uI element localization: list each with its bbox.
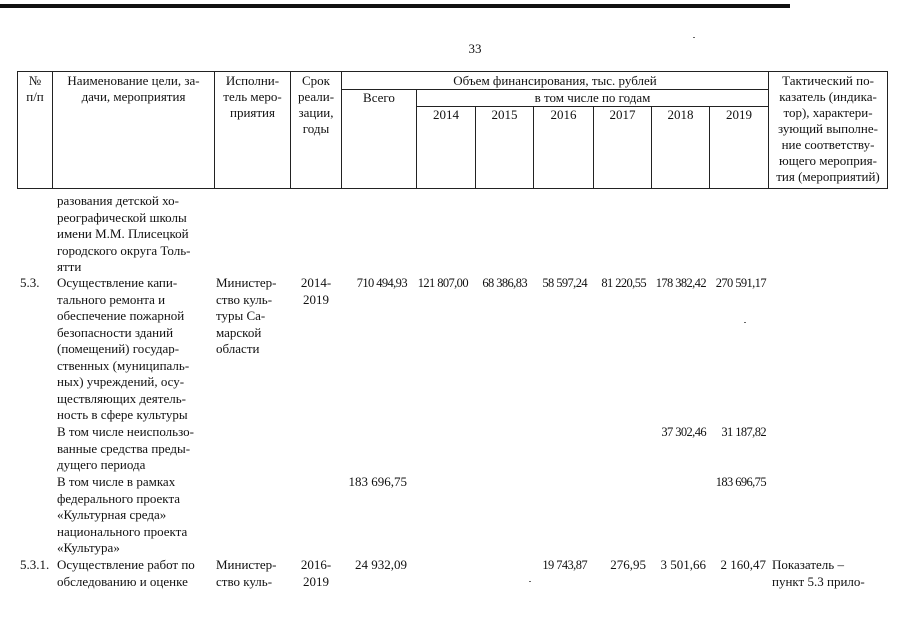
row-5-3-2016: 58 597,24 xyxy=(542,276,587,290)
header-year-2017: 2017 xyxy=(609,107,636,122)
row-unused-funds-name: В том числе неиспользо- ванные средства преды- дущего периода xyxy=(57,424,194,472)
row-5-3-1-executor: Министер- ство куль- xyxy=(216,557,277,589)
scan-speck xyxy=(744,322,746,323)
row-5-3-total: 710 494,93 xyxy=(356,276,407,290)
scan-speck xyxy=(529,581,531,582)
row-federal-project-2019: 183 696,75 xyxy=(715,475,766,489)
row-5-3-1-2016: 19 743,87 xyxy=(542,558,587,572)
header-term: Срок реали- зации, годы xyxy=(297,73,335,136)
row-5-3-1-2018: 3 501,66 xyxy=(660,557,706,572)
header-funding: Объем финансирования, тыс. рублей xyxy=(453,73,657,88)
header-num: № п/п xyxy=(26,73,44,104)
row-5-3-2015: 68 386,83 xyxy=(482,276,527,290)
row-5-3-1-2017: 276,95 xyxy=(610,557,646,572)
header-year-2016: 2016 xyxy=(550,107,577,122)
row-continuation-name: разования детской хо- реографической школы имени М.М. Плисецкой городского округа Толь- ятти xyxy=(57,193,191,274)
row-5-3-1-name: Осуществление работ по обследованию и оценке xyxy=(57,557,195,589)
row-unused-funds-2018: 37 302,46 xyxy=(661,425,706,439)
header-year-2014: 2014 xyxy=(433,107,459,122)
row-5-3-2017: 81 220,55 xyxy=(601,276,646,290)
page-number: 33 xyxy=(468,41,482,56)
row-5-3-num: 5.3. xyxy=(20,275,40,290)
row-5-3-name: Осуществление капи- тального ремонта и обеспечение пожарной безопасности зданий (помещений) государ- ственных (муниципаль- ных) учреждений, осу- ществляющих деятель- ность в сфере культуры xyxy=(57,275,190,422)
row-federal-project-total: 183 696,75 xyxy=(348,474,407,489)
row-5-3-1-2019: 2 160,47 xyxy=(720,557,766,572)
header-total: Всего xyxy=(363,90,395,105)
scan-speck xyxy=(693,37,695,38)
table-header xyxy=(17,71,888,189)
row-5-3-1-term: 2016- 2019 xyxy=(300,557,332,589)
header-year-2015: 2015 xyxy=(491,107,518,122)
row-5-3-2019: 270 591,17 xyxy=(715,276,766,290)
row-5-3-1-num: 5.3.1. xyxy=(20,557,50,572)
top-border-line xyxy=(0,4,790,8)
header-by-years: в том числе по годам xyxy=(534,90,651,105)
header-indicator: Тактический по- казатель (индика- тор), характери- зующий выполне- ние соответству- ющего мероприя- тия (мероприятий) xyxy=(776,73,880,184)
row-5-3-2018: 178 382,42 xyxy=(655,276,706,290)
row-unused-funds-2019: 31 187,82 xyxy=(721,425,766,439)
header-name: Наименование цели, за- дачи, мероприятия xyxy=(67,73,200,104)
row-5-3-executor: Министер- ство куль- туры Са- марской области xyxy=(216,275,277,356)
header-year-2019: 2019 xyxy=(726,107,752,122)
header-year-2018: 2018 xyxy=(667,107,694,122)
row-5-3-2014: 121 807,00 xyxy=(417,276,468,290)
row-federal-project-name: В том числе в рамках федерального проекта «Культурная среда» национального проекта «Культура» xyxy=(57,474,188,555)
row-5-3-1-total: 24 932,09 xyxy=(355,557,407,572)
header-executor: Исполни- тель меро- приятия xyxy=(223,73,282,120)
row-5-3-1-indicator: Показатель – пункт 5.3 прило- xyxy=(772,557,865,589)
row-5-3-term: 2014- 2019 xyxy=(300,275,332,307)
